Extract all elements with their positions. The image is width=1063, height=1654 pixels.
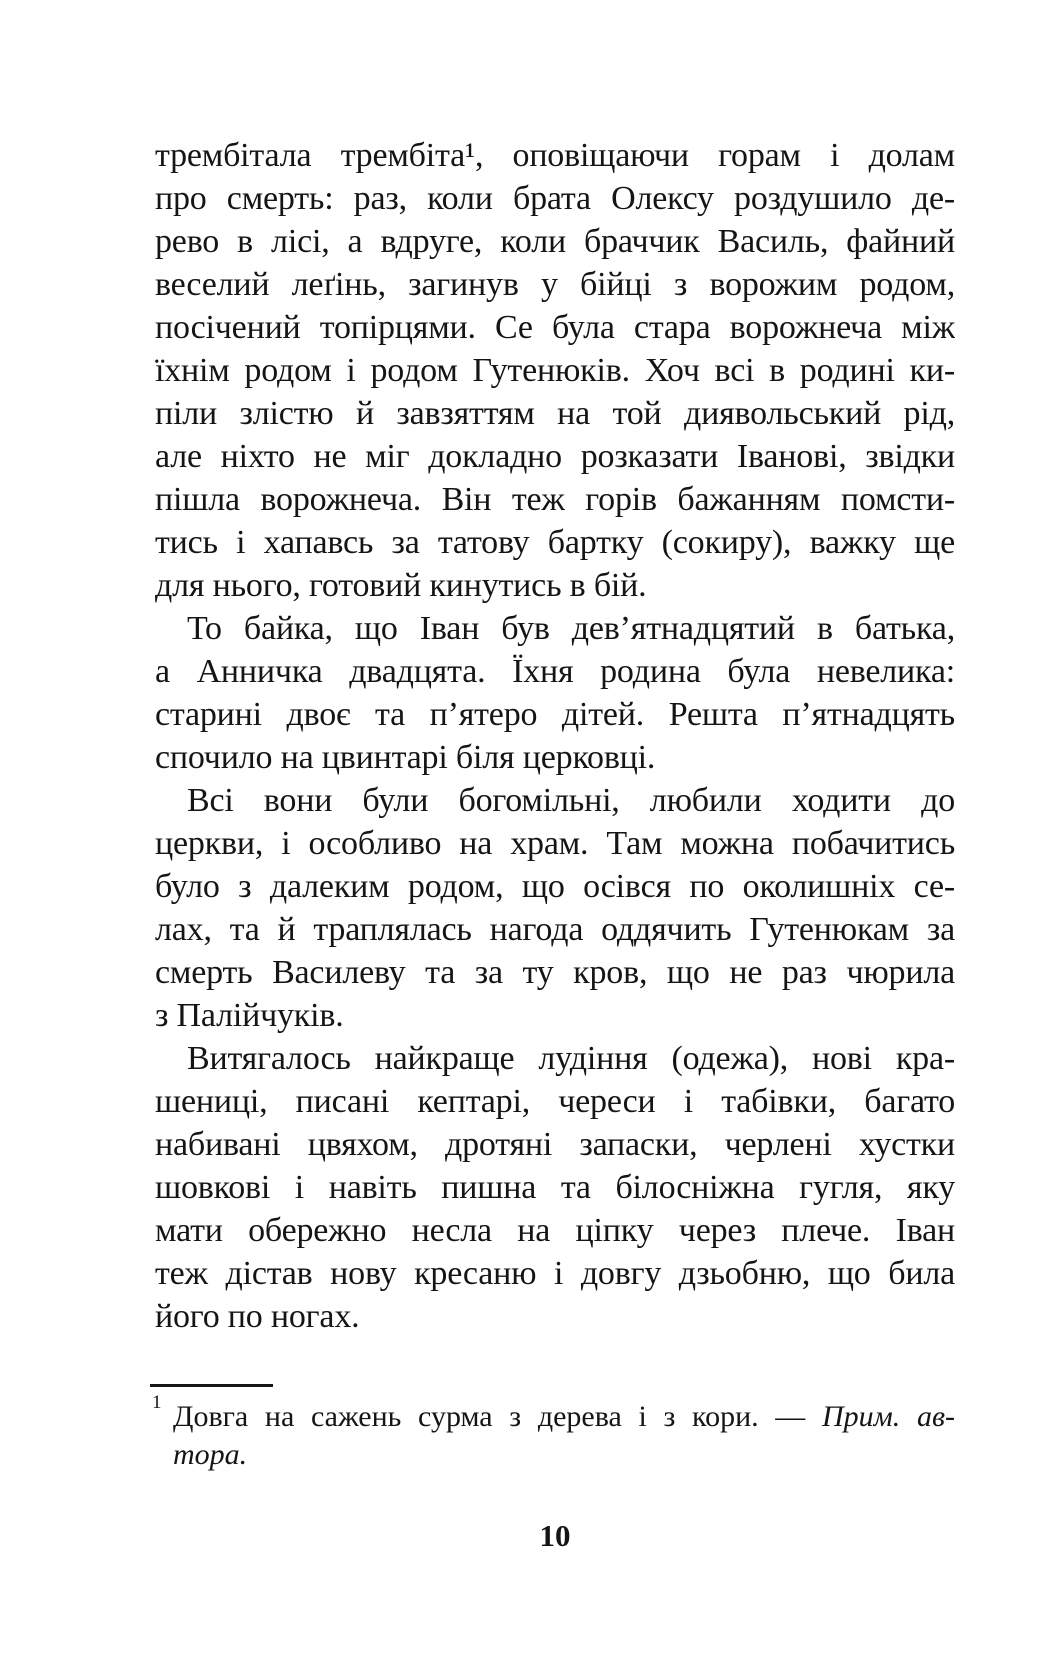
text-line: посічений топірцями. Се була стара ворожнеча між [155, 309, 955, 346]
body-text [155, 134, 955, 1338]
text-line: шовкові і навіть пишна та білосніжна гугля, яку [155, 1169, 955, 1206]
text-line: мати обережно несла на ціпку через плече. Іван [155, 1212, 955, 1249]
footnote-text: Довга на сажень сурма з дерева і з кори. — [173, 1400, 822, 1433]
text-line: То байка, що Іван був дев’ятнадцятий в батька, [187, 610, 955, 647]
text-line: спочило на цвинтарі біля церковці. [155, 739, 656, 776]
footnote-line [173, 1398, 955, 1436]
text-line: теж дістав нову кресаню і довгу дзьобню, що била [155, 1255, 955, 1292]
page-number: 10 [539, 1518, 571, 1553]
text-line: з Палійчуків. [155, 997, 344, 1034]
text-line: Всі вони були богомільні, любили ходити до [187, 782, 955, 819]
text-line: про смерть: раз, коли брата Олексу роздушило де- [155, 180, 955, 217]
footnote-separator [150, 1384, 273, 1387]
text-line: набивані цвяхом, дротяні запаски, черлені хустки [155, 1126, 955, 1163]
text-line: рево в лісі, а вдруге, коли браччик Василь, файний [155, 223, 955, 260]
text-line: смерть Василеву та за ту кров, що не раз чюрила [155, 954, 955, 991]
footnote-marker: 1 [152, 1392, 162, 1413]
text-line: пішла ворожнеча. Він теж горів бажанням помсти- [155, 481, 955, 518]
footnote-text-block [173, 1398, 955, 1474]
paragraph [155, 779, 955, 1037]
footnote-attribution: Прим. ав- [822, 1400, 955, 1433]
paragraph [155, 1037, 955, 1338]
paragraph [155, 607, 955, 779]
text-line: трембітала трембіта¹, оповіщаючи горам і долам [155, 137, 955, 174]
text-line: старині двоє та п’ятеро дітей. Решта п’ятнадцять [155, 696, 955, 733]
text-line: але ніхто не міг докладно розказати Іванові, звідки [155, 438, 955, 475]
text-line: їхнім родом і родом Гутенюків. Хоч всі в родині ки- [155, 352, 955, 389]
text-line: піли злістю й завзяттям на той диявольський рід, [155, 395, 955, 432]
text-line: для нього, готовий кинутись в бій. [155, 567, 647, 604]
text-line: шениці, писані кептарі, череси і табівки, багато [155, 1083, 955, 1120]
text-line: було з далеким родом, що осівся по околишніх се- [155, 868, 955, 905]
text-line: веселий леґінь, загинув у бійці з ворожим родом, [155, 266, 955, 303]
text-line: церкви, і особливо на храм. Там можна побачитись [155, 825, 955, 862]
footnote [150, 1392, 955, 1474]
paragraph [155, 134, 955, 607]
text-line: його по ногах. [155, 1298, 360, 1335]
footnote-line [173, 1436, 955, 1474]
footnote-attribution-continued: тора. [173, 1438, 248, 1471]
text-line: а Анничка двадцята. Їхня родина була невелика: [155, 653, 955, 690]
text-line: Витягалось найкраще лудіння (одежа), нові кра- [187, 1040, 955, 1077]
text-line: тись і хапавсь за татову бартку (сокиру), важку ще [155, 524, 955, 561]
text-line: лах, та й траплялась нагода оддячить Гутенюкам за [155, 911, 955, 948]
